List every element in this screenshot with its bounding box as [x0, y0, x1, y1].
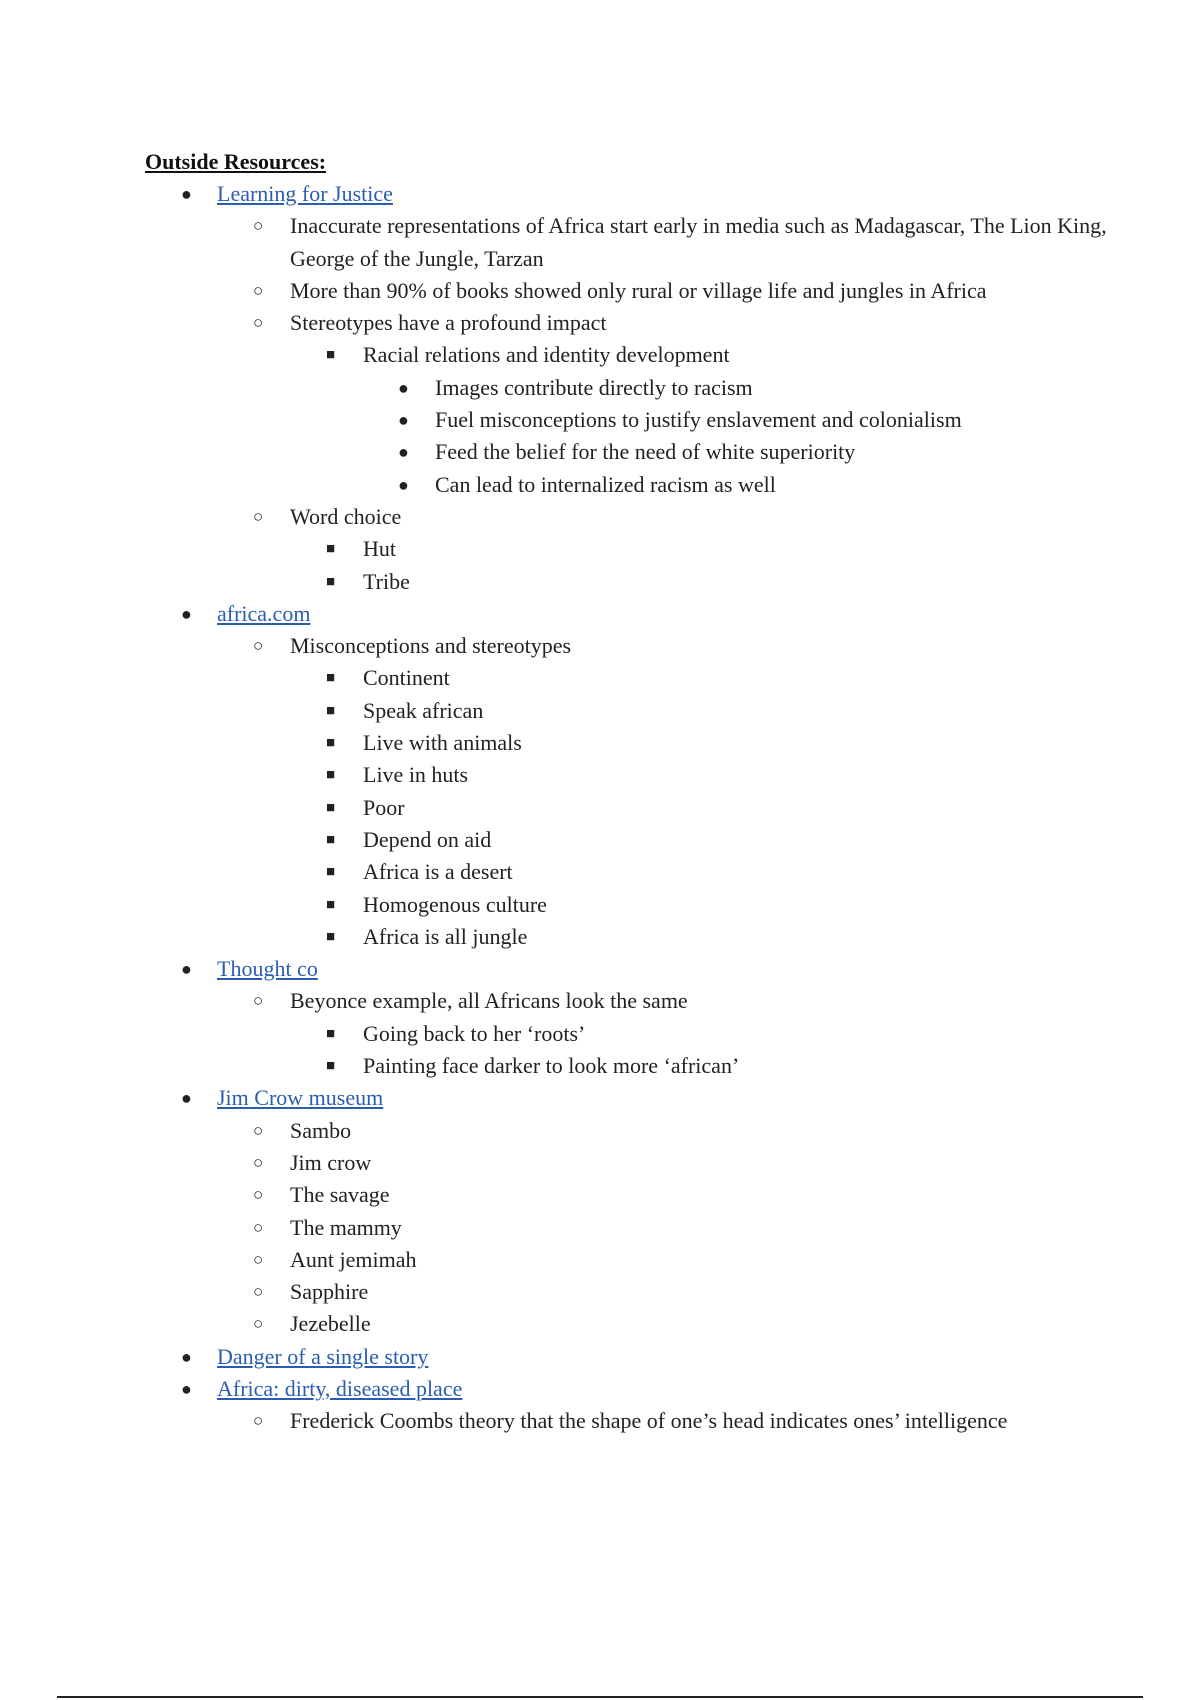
list-item-text: Jezebelle — [290, 1311, 371, 1337]
bullet-level1-icon: ● — [181, 1378, 192, 1399]
resource-item — [145, 1082, 1145, 1114]
bullet-level3-icon: ■ — [326, 767, 336, 784]
list-item-text: Tribe — [363, 568, 410, 594]
list-item-text: Feed the belief for the need of white superiority — [435, 439, 856, 465]
list-item — [145, 372, 1145, 404]
list-item — [145, 792, 1145, 824]
bullet-level2-icon: ○ — [253, 1152, 264, 1172]
resource-link[interactable]: Danger of a single story — [217, 1343, 429, 1369]
bullet-level1-icon: ● — [181, 184, 192, 204]
bullet-level2-icon: ○ — [253, 1120, 264, 1140]
list-item-text: Aunt jemimah — [290, 1246, 417, 1272]
resource-item — [145, 1373, 1145, 1405]
sublist-level2 — [145, 630, 1145, 953]
bullet-level2-icon: ○ — [253, 1249, 264, 1269]
bullet-level3-icon: ■ — [326, 670, 336, 687]
section-heading: Outside Resources: — [145, 149, 327, 174]
bullet-level3-icon: ■ — [326, 864, 336, 881]
bullet-level3-icon: ■ — [326, 573, 336, 590]
bullet-level4-icon: ● — [398, 442, 409, 463]
list-item — [145, 1308, 1145, 1340]
sublist-level4 — [145, 372, 1145, 501]
resource-link[interactable]: Jim Crow museum — [217, 1085, 384, 1111]
resource-item — [145, 598, 1145, 630]
list-item-text: Speak african — [363, 697, 484, 723]
list-item — [145, 759, 1145, 791]
bullet-level1-icon: ● — [181, 1346, 192, 1367]
bullet-level3-icon: ■ — [326, 831, 336, 848]
list-item-text: Inaccurate representations of Africa start early in media such as Madagascar, The Lion King, George of the Jungle, Tarzan — [290, 213, 1107, 271]
list-item — [145, 695, 1145, 727]
list-item — [145, 1212, 1145, 1244]
bullet-level2-icon: ○ — [253, 1217, 264, 1237]
bullet-level3-icon: ■ — [326, 347, 336, 364]
list-item — [145, 210, 1145, 275]
list-item-text: Africa is all jungle — [363, 923, 528, 949]
bullet-level2-icon: ○ — [253, 991, 264, 1011]
resource-item — [145, 178, 1145, 210]
bullet-level3-icon: ■ — [326, 702, 336, 719]
list-item-text: Beyonce example, all Africans look the same — [290, 988, 688, 1014]
list-item — [145, 1405, 1145, 1437]
bullet-level2-icon: ○ — [253, 1185, 264, 1205]
list-item-text: The mammy — [290, 1214, 402, 1240]
list-item — [145, 436, 1145, 468]
bullet-level3-icon: ■ — [326, 799, 336, 816]
list-item — [145, 404, 1145, 436]
list-item — [145, 824, 1145, 856]
list-item — [145, 1050, 1145, 1082]
list-item — [145, 985, 1145, 1017]
list-item-text: Can lead to internalized racism as well — [435, 471, 776, 497]
list-item-text: Depend on aid — [363, 826, 492, 852]
bullet-level2-icon: ○ — [253, 1314, 264, 1334]
list-item — [145, 469, 1145, 501]
bullet-level4-icon: ● — [398, 474, 409, 495]
list-item — [145, 533, 1145, 565]
list-item-text: Live with animals — [363, 730, 522, 756]
bullet-level1-icon: ● — [181, 959, 192, 980]
bullet-level2-icon: ○ — [253, 1411, 264, 1431]
bullet-level2-icon: ○ — [253, 216, 264, 236]
bullet-level2-icon: ○ — [253, 506, 264, 526]
list-item — [145, 566, 1145, 598]
list-item — [145, 921, 1145, 953]
list-item — [145, 275, 1145, 307]
list-item — [145, 1179, 1145, 1211]
resource-list — [145, 178, 1145, 1438]
bullet-level4-icon: ● — [398, 377, 409, 398]
sublist-level3 — [145, 339, 1145, 500]
list-item — [145, 1147, 1145, 1179]
bullet-level2-icon: ○ — [253, 280, 264, 300]
bullet-level1-icon: ● — [181, 603, 192, 624]
bullet-level1-icon: ● — [181, 1088, 192, 1109]
list-item — [145, 1276, 1145, 1308]
list-item — [145, 1115, 1145, 1147]
list-item — [145, 856, 1145, 888]
resource-link[interactable]: Thought co — [217, 956, 318, 982]
list-item — [145, 339, 1145, 371]
sublist-level3 — [145, 533, 1145, 598]
document-body — [145, 146, 1145, 1438]
list-item — [145, 501, 1145, 533]
bullet-level4-icon: ● — [398, 410, 409, 431]
bullet-level3-icon: ■ — [326, 896, 336, 913]
bullet-level3-icon: ■ — [326, 735, 336, 752]
resource-link[interactable]: Learning for Justice — [217, 181, 393, 206]
list-item-text: Racial relations and identity development — [363, 342, 730, 368]
bullet-level3-icon: ■ — [326, 1058, 336, 1075]
bullet-level2-icon: ○ — [253, 313, 264, 333]
list-item-text: Misconceptions and stereotypes — [290, 633, 572, 659]
bullet-level3-icon: ■ — [326, 541, 336, 558]
list-item-text: More than 90% of books showed only rural or village life and jungles in Africa — [290, 277, 987, 303]
sublist-level2 — [145, 1115, 1145, 1341]
list-item — [145, 307, 1145, 339]
list-item-text: Stereotypes have a profound impact — [290, 310, 607, 336]
sublist-level2 — [145, 1405, 1145, 1437]
list-item — [145, 889, 1145, 921]
list-item-text: Images contribute directly to racism — [435, 374, 753, 400]
list-item-text: Sapphire — [290, 1279, 369, 1305]
list-item-text: Going back to her ‘roots’ — [363, 1020, 586, 1046]
sublist-level3 — [145, 1018, 1145, 1083]
list-item-text: Live in huts — [363, 762, 469, 788]
list-item-text: Painting face darker to look more ‘african’ — [363, 1053, 740, 1079]
sublist-level3 — [145, 662, 1145, 953]
page-bottom-rule — [57, 1696, 1143, 1698]
list-item-text: Sambo — [290, 1117, 352, 1143]
sublist-level2 — [145, 985, 1145, 1082]
list-item — [145, 630, 1145, 662]
list-item-text: Africa is a desert — [363, 859, 513, 885]
list-item — [145, 727, 1145, 759]
bullet-level2-icon: ○ — [253, 636, 264, 656]
resource-link[interactable]: Africa: dirty, diseased place — [217, 1375, 463, 1401]
list-item-text: The savage — [290, 1182, 390, 1208]
list-item-text: Poor — [363, 794, 405, 820]
list-item-text: Word choice — [290, 503, 402, 529]
sublist-level2 — [145, 210, 1145, 598]
bullet-level3-icon: ■ — [326, 928, 336, 945]
resource-item — [145, 1341, 1145, 1373]
bullet-level3-icon: ■ — [326, 1025, 336, 1042]
list-item-text: Hut — [363, 536, 396, 562]
list-item-text: Jim crow — [290, 1149, 372, 1175]
list-item-text: Fuel misconceptions to justify enslavement and colonialism — [435, 407, 962, 433]
list-item — [145, 1244, 1145, 1276]
list-item-text: Frederick Coombs theory that the shape of one’s head indicates ones’ intelligence — [290, 1408, 1008, 1434]
list-item — [145, 1018, 1145, 1050]
bullet-level2-icon: ○ — [253, 1282, 264, 1302]
resource-link[interactable]: africa.com — [217, 600, 311, 626]
list-item — [145, 662, 1145, 694]
list-item-text: Homogenous culture — [363, 891, 547, 917]
list-item-text: Continent — [363, 665, 450, 691]
resource-item — [145, 953, 1145, 985]
